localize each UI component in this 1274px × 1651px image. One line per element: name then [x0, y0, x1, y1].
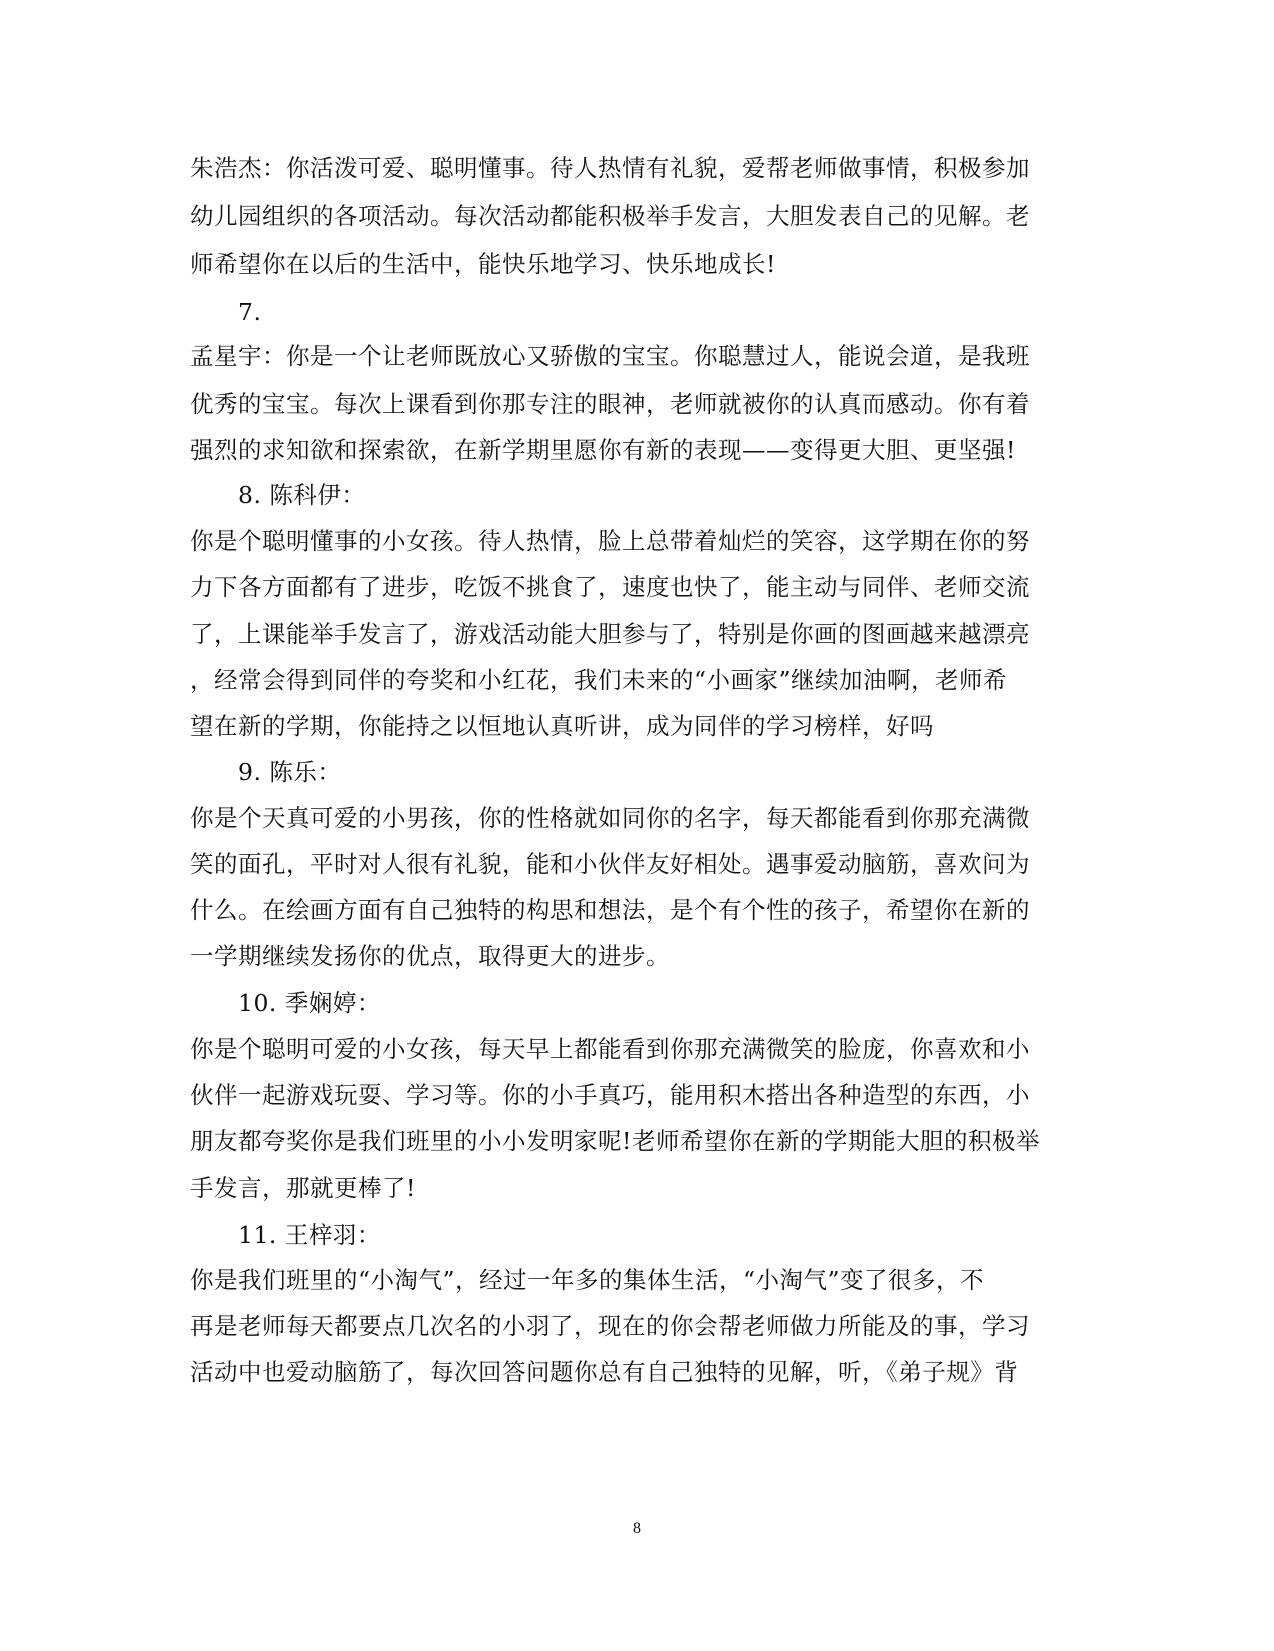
list-heading: 8. 陈科伊： — [238, 481, 366, 509]
body-text-line: 力下各方面都有了进步，吃饭不挑食了，速度也快了，能主动与同伴、老师交流 — [190, 573, 1030, 601]
body-text-line: 你是个聪明可爱的小女孩，每天早上都能看到你那充满微笑的脸庞，你喜欢和小 — [190, 1035, 1030, 1063]
body-text-line: 伙伴一起游戏玩耍、学习等。你的小手真巧，能用积木搭出各种造型的东西，小 — [190, 1081, 1030, 1109]
body-text-line: 你是个聪明懂事的小女孩。待人热情，脸上总带着灿烂的笑容，这学期在你的努 — [190, 527, 1030, 555]
list-heading: 9. 陈乐： — [238, 758, 342, 786]
body-text-line: 再是老师每天都要点几次名的小羽了，现在的你会帮老师做力所能及的事，学习 — [190, 1312, 1030, 1340]
body-text-line: 孟星宇：你是一个让老师既放心又骄傲的宝宝。你聪慧过人，能说会道，是我班 — [190, 342, 1030, 370]
body-text-line: 笑的面孔，平时对人很有礼貌，能和小伙伴友好相处。遇事爱动脑筋，喜欢问为 — [190, 850, 1030, 878]
body-text-line: ，经常会得到同伴的夸奖和小红花，我们未来的“小画家”继续加油啊，老师希 — [190, 666, 1008, 694]
list-heading: 10. 季娴婷： — [238, 989, 381, 1017]
body-text-line: 了，上课能举手发言了，游戏活动能大胆参与了，特别是你画的图画越来越漂亮 — [190, 620, 1030, 648]
body-text-line: 强烈的求知欲和探索欲，在新学期里愿你有新的表现——变得更大胆、更坚强! — [190, 436, 1016, 464]
body-text-line: 你是我们班里的“小淘气”，经过一年多的集体生活，“小淘气”变了很多，不 — [190, 1266, 985, 1294]
page-number: 8 — [633, 1520, 641, 1537]
body-text-line: 什么。在绘画方面有自己独特的构思和想法，是个有个性的孩子，希望你在新的 — [190, 896, 1030, 924]
body-text-line: 优秀的宝宝。每次上课看到你那专注的眼神，老师就被你的认真而感动。你有着 — [190, 390, 1030, 418]
body-text-line: 师希望你在以后的生活中，能快乐地学习、快乐地成长! — [190, 250, 776, 278]
body-text-line: 幼儿园组织的各项活动。每次活动都能积极举手发言，大胆发表自己的见解。老 — [190, 202, 1030, 230]
body-text-line: 望在新的学期，你能持之以恒地认真听讲，成为同伴的学习榜样，好吗 — [190, 712, 934, 740]
body-text-line: 一学期继续发扬你的优点，取得更大的进步。 — [190, 942, 670, 970]
body-text-line: 手发言，那就更棒了! — [190, 1174, 416, 1202]
list-heading: 11. 王梓羽： — [238, 1221, 381, 1249]
list-number: 7. — [238, 298, 262, 326]
body-text-line: 你是个天真可爱的小男孩，你的性格就如同你的名字，每天都能看到你那充满微 — [190, 804, 1030, 832]
body-text-line: 活动中也爱动脑筋了，每次回答问题你总有自己独特的见解，听，《弟子规》背 — [190, 1358, 1019, 1386]
body-text-line: 朱浩杰：你活泼可爱、聪明懂事。待人热情有礼貌，爱帮老师做事情，积极参加 — [190, 154, 1030, 182]
body-text-line: 朋友都夸奖你是我们班里的小小发明家呢!老师希望你在新的学期能大胆的积极举 — [190, 1127, 1040, 1155]
